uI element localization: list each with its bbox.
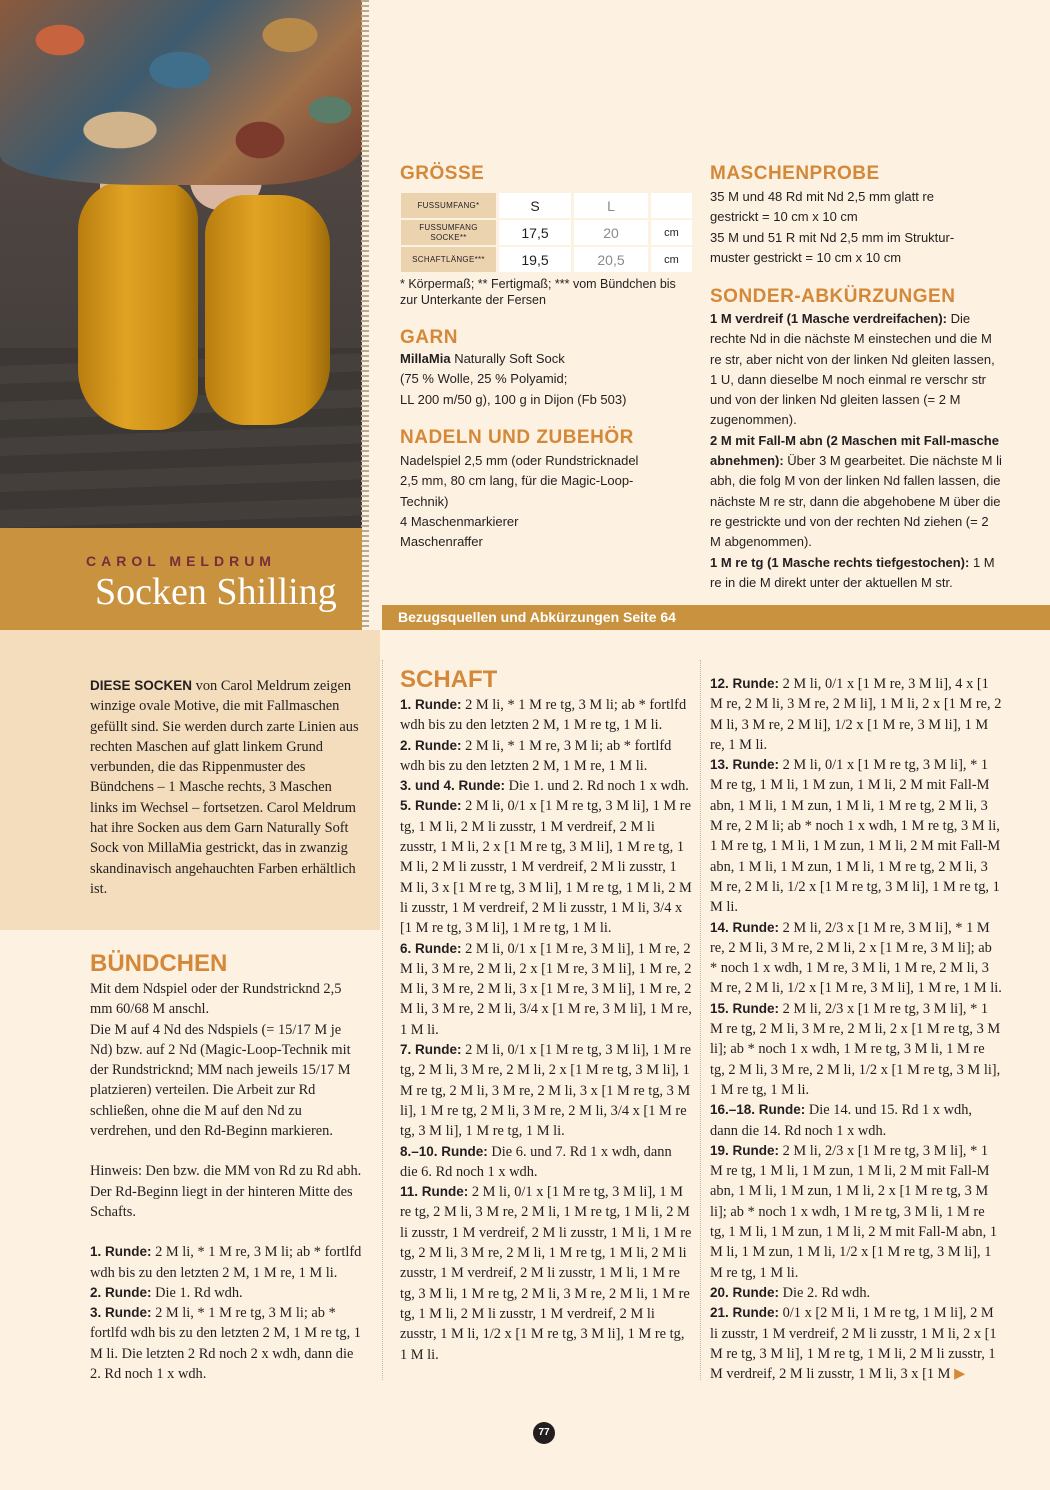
round-text: Die 1. Rd wdh. [151,1284,243,1301]
round-label: 16.–18. Runde: [710,1102,806,1118]
abbr-term: 2 M mit Fall-M abn (2 Maschen mit Fall-masche abnehmen): [710,432,999,469]
size-s: 19,5 [499,247,571,272]
maschenprobe-line: 35 M und 51 R mit Nd 2,5 mm im Struktur- [710,229,955,245]
size-l: L [574,193,648,218]
size-label: SCHAFTLÄNGE*** [401,247,496,272]
round-text: 2 M li, 2/3 x [1 M re tg, 3 M li], * 1 M re tg, 1 M li, 1 M zun, 1 M li, 2 M mit Fall-M abn, 1 M li, 1 M zun, 1 M li, 2 x [1 M re tg, 3 M li]; ab * noch 1 x wdh, 1 M re tg, 3 M li, 1 M re tg, 1 M li, 1 M zun, 1 M li, 2 M mit Fall-M abn, 1 M li, 1 M zun, 1 M li, 1/2 x [1 M re tg, 3 M li], 1 M re tg, 1 M li. [710,1142,998,1281]
round [710,1283,1002,1303]
round-text: Die 1. und 2. Rd noch 1 x wdh. [505,778,689,795]
round [710,918,1002,999]
schaft-text [400,695,692,1365]
round-label: 8.–10. Runde: [400,1143,488,1159]
size-s: 17,5 [499,220,571,245]
intro-text [90,676,362,899]
abbr-term: 1 M re tg (1 Masche rechts tiefgestochen): [710,554,970,570]
page-number: 77 [533,1422,555,1444]
abbr-tg [710,553,1002,594]
round-label: 14. Runde: [710,919,780,935]
size-table [398,191,695,274]
round-text: 2 M li, 0/1 x [1 M re tg, 3 M li], 1 M re tg, 1 M li, 2 M li zusstr, 1 M verdreif, 2 M li zusstr, 1 M li, 2 x [1 M re tg, 3 M li], 1 M re tg, 1 M li, 2 M li zusstr, 1 M verdreif, 2 M li zusstr, 1 M li, 3 x [1 M re tg, 3 M li], 1 M re tg, 1 M li, 2 M li zusstr, 1 M verdreif, 2 M li zusstr, 1 M li, 3/4 x [1 M re tg, 3 M li], 1 M re tg, 1 M li. [400,798,692,937]
nadeln-line: 2,5 mm, 80 cm lang, für die Magic-Loop- [400,473,634,489]
schaft-text-cont [710,674,1002,1384]
size-s: S [499,193,571,218]
nadeln-heading: NADELN UND ZUBEHÖR [400,427,634,448]
round-label: 12. Runde: [710,676,780,691]
round-label: 3. und 4. Runde: [400,778,506,794]
abbr-def: Über 3 M gearbeitet. Die nächste M li abh, die folg M von der linken Nd fallen lassen, die nächste M re str, dann die abgehobene M über die re gestrickte und von der rechten Nd ziehen (= 2 M abgenommen). [710,453,1002,550]
intro-body: von Carol Meldrum zeigen winzige ovale Motive, die mit Fallmaschen gefüllt sind. Sie werden durch zarte Linien aus rechten Maschen auf glatt linkem Grund verbunden, die das Rippenmuster des Bündchens – 1 Masche rechts, 3 Maschen links im Wechsel – fortsetzen. Carol Meldrum hat ihre Socken aus dem Garn Naturally Soft Sock von MillaMia gestrickt, das in zwanzig skandinavisch angehauchten Farben erhältlich ist. [90,678,359,897]
sonder-heading: SONDER-ABKÜRZUNGEN [710,286,956,307]
groesse-heading: GRÖSSE [400,163,485,184]
bezug-text: Bezugsquellen und Abkürzungen Seite 64 [398,609,676,625]
garn-heading: GARN [400,327,458,348]
round-text: 2 M li, 0/1 x [1 M re tg, 3 M li], * 1 M re tg, 1 M li, 1 M zun, 1 M li, 2 M mit Fall-M abn, 1 M li, 1 M zun, 1 M li, 1 M re tg, 2 M li, 3 M re, 2 M li; ab * noch 1 x wdh, 1 M re tg, 3 M li, 1 M re tg, 1 M li, 1 M zun, 1 M li, 2 M mit Fall-M abn, 1 M li, 1 M zun, 1 M li, 1 M re tg, 2 M li, 3 M re, 2 M li, 1/2 x [1 M re tg, 3 M li], 1 M re tg, 1 M li. [710,757,1001,916]
size-l: 20,5 [574,247,648,272]
round [400,796,692,938]
nadeln-text [400,451,690,552]
size-label: FUSSUMFANG SOCKE** [401,220,496,245]
round [400,776,692,796]
round-text: 2 M li, 0/1 x [1 M re tg, 3 M li], 1 M re tg, 2 M li, 3 M re, 2 M li, 2 x [1 M re tg, 3 M li], 1 M re tg, 2 M li, 3 M re, 2 M li, 3 x [1 M re tg, 3 M li], 1 M re tg, 2 M li, 3 M re, 2 M li, 3/4 x [1 M re tg, 3 M li], 1 M re tg, 1 M li. [400,1042,691,1140]
author-name: CAROL MELDRUM [86,553,276,569]
round-label: 15. Runde: [710,1000,780,1016]
round-text: 2 M li, 2/3 x [1 M re tg, 3 M li], * 1 M re tg, 2 M li, 3 M re, 2 M li, 2 x [1 M re tg, 3 M li]; ab * noch 1 x wdh, 1 M re tg, 3 M li, 1 M re tg, 2 M li, 3 M re, 2 M li, 1/2 x [1 M re tg, 3 M li], 1 M re tg, 1 M li. [710,1000,1001,1098]
round-text: 2 M li, 0/1 x [1 M re, 3 M li], 4 x [1 M re, 2 M li, 3 M re, 2 M li], 1 M li, 2 x [1 M re, 2 M li, 3 M re, 2 M li], 1/2 x [1 M re, 3 M li], 1 M re, 1 M li. [710,676,1002,753]
size-unit: cm [651,247,692,272]
garn-line3: LL 200 m/50 g), 100 g in Dijon (Fb 503) [400,391,627,407]
abbr-def: Die rechte Nd in die nächste M einstechen und die M re str, aber nicht von der linken Nd gleiten lassen, 1 U, dann dieselbe M noch einmal re verschr str und von der linken Nd gleiten lassen (= 2 M zugenommen). [710,311,995,428]
round-text: Die 6. und 7. Rd 1 x wdh, dann die 6. Rd noch 1 x wdh. [400,1143,672,1180]
round-text: 2 M li, 2/3 x [1 M re, 3 M li], * 1 M re, 2 M li, 3 M re, 2 M li, 2 x [1 M re, 3 M li]; ab * noch 1 x wdh, 1 M re, 3 M li, 1 M re, 2 M li, 3 M re, 2 M li, 1/2 x [1 M re, 3 M li], 1 M re, 1 M li. [710,919,1002,997]
garn-line1: Naturally Soft Sock [450,351,565,366]
column-divider [382,660,383,1380]
round-label: 1. Runde: [90,1244,152,1260]
size-row [401,247,692,272]
round-text: Die 2. Rd wdh. [779,1284,871,1301]
round [400,1142,692,1183]
garn-brand: MillaMia [400,351,451,366]
round-label: 2. Runde: [400,737,462,753]
sonder-text [710,309,1002,593]
round [90,1283,365,1303]
round [400,939,692,1040]
nadeln-line: Maschenraffer [400,534,483,550]
maschenprobe-text [710,187,1010,268]
maschenprobe-heading: MASCHENPROBE [710,163,880,184]
size-l: 20 [574,220,648,245]
round-text: 2 M li, * 1 M re, 3 M li; ab * fortlfd wdh bis zu den letzten 2 M, 1 M re, 1 M li. [400,737,672,774]
buendchen-heading: BÜNDCHEN [90,950,228,977]
round-label: 3. Runde: [90,1305,152,1321]
round [90,1242,365,1283]
skirt-pattern [0,0,362,185]
garn-line2: (75 % Wolle, 25 % Polyamid; [400,371,568,387]
round [90,1303,365,1384]
round-label: 7. Runde: [400,1042,462,1058]
abbr-def: 1 M re in die M direkt unter der aktuellen M str. [710,554,995,590]
size-unit: cm [651,220,692,245]
round-label: 1. Runde: [400,697,462,712]
maschenprobe-line: muster gestrickt = 10 cm x 10 cm [710,249,902,265]
round-label: 6. Runde: [400,940,462,956]
nadeln-line: 4 Maschenmarkierer [400,513,519,529]
round [710,755,1002,917]
round-text: 2 M li, 0/1 x [1 M re, 3 M li], 1 M re, 2 M li, 3 M re, 2 M li, 2 x [1 M re, 3 M li], 1 M re, 2 M li, 3 M re, 2 M li, 3 x [1 M re, 3 M li], 1 M re, 2 M li, 3 M re, 2 M li, 3/4 x [1 M re, 3 M li], 1 M re, 1 M li. [400,940,692,1038]
round-text: 2 M li, 0/1 x [1 M re tg, 3 M li], 1 M re tg, 2 M li, 3 M re, 2 M li, 1 M re tg, 1 M li, 2 M li zusstr, 1 M verdreif, 2 M li zusstr, 1 M li, 1 M re tg, 2 M li, 3 M re, 2 M li, 1 M re tg, 1 M li, 2 M li zusstr, 1 M verdreif, 2 M li zusstr, 1 M li, 1 M re tg, 3 M li, 1 M re tg, 2 M li, 3 M re, 2 M li, 1 M re tg, 1 M li, 2 M li zusstr, 1 M verdreif, 2 M li zusstr, 1 M li, 1/2 x [1 M re tg, 3 M li], 1 M re tg, 1 M li. [400,1184,692,1363]
round [400,736,692,777]
round [710,1303,1002,1384]
buendchen-text [90,979,365,1384]
nadeln-line: Nadelspiel 2,5 mm (oder Rundstricknadel [400,453,639,468]
round [400,1182,692,1365]
hero-photo [0,0,362,528]
round-text: 2 M li, * 1 M re tg, 3 M li; ab * fortlfd wdh bis zu den letzten 2 M, 1 M re tg, 1 M li. Die letzten 2 Rd noch 2 x wdh, dann die 2. Rd noch 1 x wdh. [90,1305,361,1383]
round-label: 2. Runde: [90,1284,152,1300]
size-row [401,220,692,245]
left-sock [78,180,198,430]
size-label: FUSSUMFANG* [401,193,496,218]
right-sock [205,195,330,425]
round-text: 0/1 x [2 M li, 1 M re tg, 1 M li], 2 M li zusstr, 1 M verdreif, 2 M li zusstr, 1 M li, 2 x [1 M re tg, 3 M li], 1 M re tg, 1 M li, 2 M li zusstr, 1 M verdreif, 2 M li zusstr, 1 M li, 3 x [1 M [710,1305,997,1383]
round [710,1141,1002,1283]
zigzag-edge [361,0,369,640]
round [400,695,692,736]
pattern-title: Socken Shilling [95,571,337,613]
buendchen-p3: Hinweis: Den bzw. die MM von Rd zu Rd abh. Der Rd-Beginn liegt in der hinteren Mitte des Schafts. [90,1163,362,1220]
size-note: * Körpermaß; ** Fertigmaß; *** vom Bündchen bis zur Unterkante der Fersen [400,277,676,307]
continue-arrow-icon: ▶ [954,1366,966,1383]
buendchen-p1: Mit dem Ndspiel oder der Rundstricknd 2,5 mm 60/68 M anschl. [90,981,342,1018]
round-label: 19. Runde: [710,1142,780,1158]
nadeln-line: Technik) [400,493,449,509]
abbr-term: 1 M verdreif (1 Masche verdreifachen): [710,311,947,326]
round-text: 2 M li, * 1 M re tg, 3 M li; ab * fortlfd wdh bis zu den letzten 2 M, 1 M re tg, 1 M li. [400,697,687,734]
garn-text [400,349,690,410]
round-label: 20. Runde: [710,1284,780,1300]
schaft-heading: SCHAFT [400,666,498,693]
round-label: 5. Runde: [400,798,462,814]
abbr-fallm [710,431,1002,553]
abbr-verdreif [710,309,1002,431]
round-label: 21. Runde: [710,1305,780,1321]
size-unit [651,193,692,218]
buendchen-p2: Die M auf 4 Nd des Ndspiels (= 15/17 M je Nd) bzw. auf 2 Nd (Magic-Loop-Technik mit der Rundstricknd; MM nach jeweils 15/17 M platzieren) verteilen. Die Arbeit zur Rd schließen, ohne die M auf den Nd zu verdrehen, und den Rd-Beginn markieren. [90,1021,351,1140]
round-label: 13. Runde: [710,757,780,773]
maschenprobe-line: 35 M und 48 Rd mit Nd 2,5 mm glatt re [710,189,934,204]
intro-lead: DIESE SOCKEN [90,678,193,693]
round [710,1100,1002,1141]
column-divider [700,660,701,1380]
round [400,1040,692,1141]
maschenprobe-line: gestrickt = 10 cm x 10 cm [710,209,858,225]
round [710,999,1002,1100]
size-row [401,193,692,218]
round-text: 2 M li, * 1 M re, 3 M li; ab * fortlfd wdh bis zu den letzten 2 M, 1 M re, 1 M li. [90,1244,362,1281]
round [710,674,1002,755]
round-label: 11. Runde: [400,1184,469,1200]
round-text: Die 14. und 15. Rd 1 x wdh, dann die 14. Rd noch 1 x wdh. [710,1102,972,1139]
